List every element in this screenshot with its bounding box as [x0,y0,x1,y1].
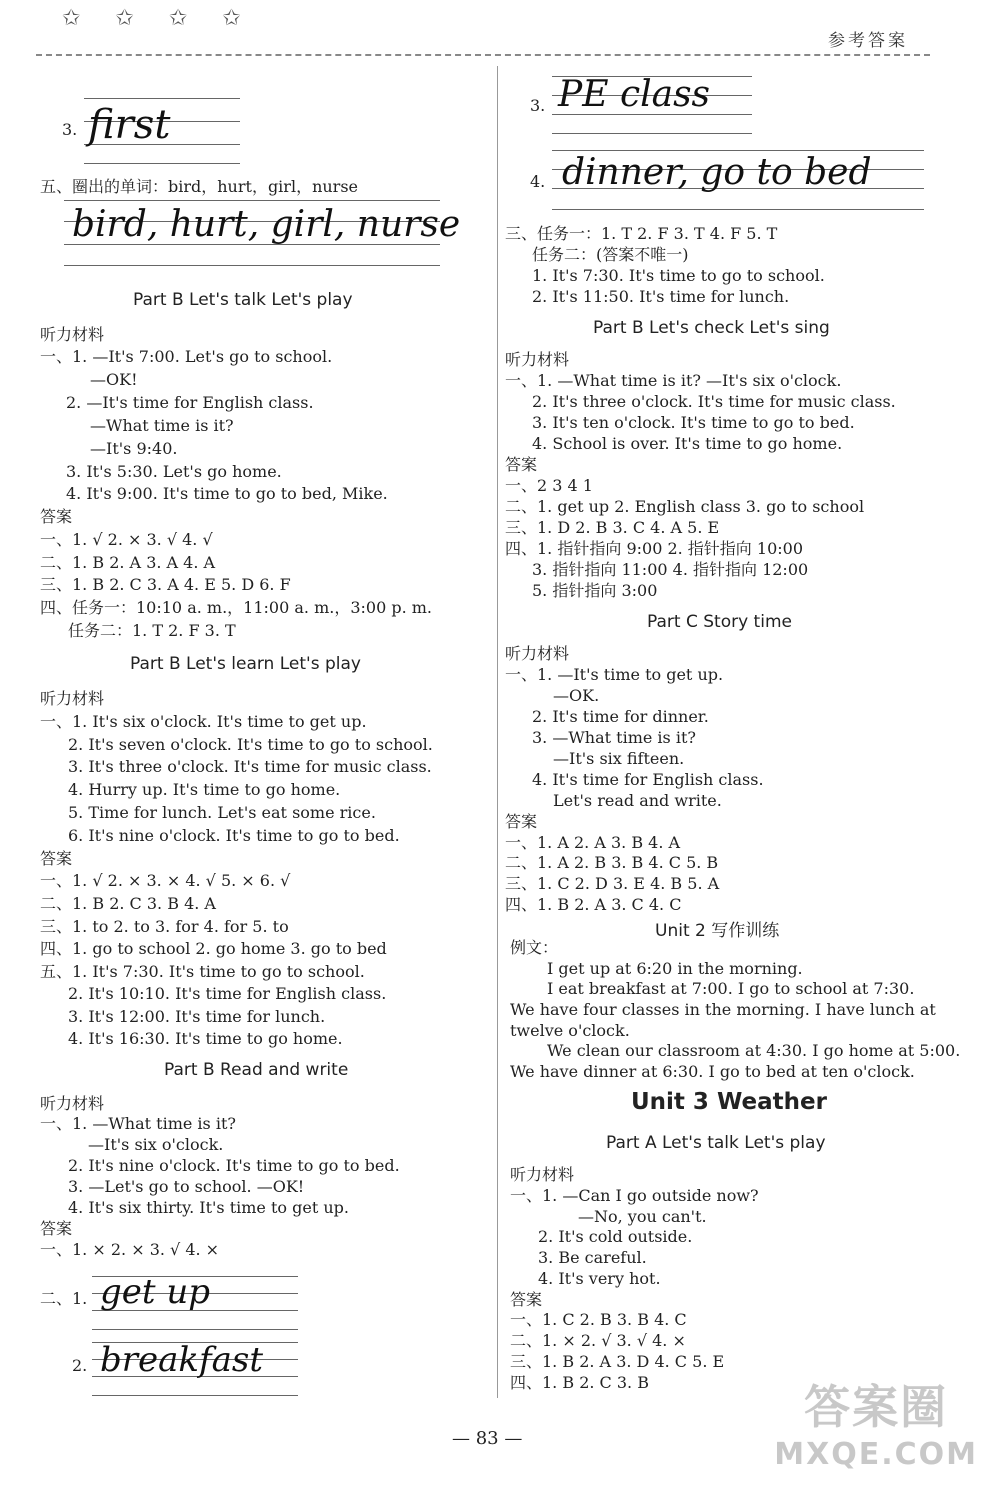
handwriting-get-up [40,1270,300,1330]
text-line: 四、1. B 2. C 3. B [510,1373,649,1392]
text-line: 一、1. —It's time to get up. [505,665,724,684]
header-divider [36,54,930,56]
text-line: 3. —Let's go to school. —OK! [68,1177,305,1196]
text-line: I eat breakfast at 7:00. I go to school at 7:30. [547,979,915,998]
handwriting-circled-words [64,196,461,266]
item-number: 二、1. [40,1289,88,1308]
section-heading: Part A Let's talk Let's play [606,1133,826,1153]
header-title: 参考答案 [828,31,908,51]
text-line: 二、1. × 2. √ 3. √ 4. × [510,1331,686,1350]
text-line: 3. Be careful. [538,1248,647,1267]
unit-title: Unit 3 Weather [631,1089,827,1115]
text-line: 5. Time for lunch. Let's eat some rice. [68,803,376,822]
text-line: 2. —It's time for English class. [66,393,314,412]
text-line: 2. It's cold outside. [538,1227,693,1246]
text-line: We have four classes in the morning. I have lunch at [510,1000,936,1019]
section-heading: Part B Let's talk Let's play [133,290,353,310]
section-heading: Unit 2 写作训练 [655,921,780,941]
text-line: 3. —What time is it? [532,728,696,747]
text-line: 3. It's 5:30. Let's go home. [66,462,282,481]
text-line: 2. It's seven o'clock. It's time to go to school. [68,735,433,754]
text-line: 4. It's 16:30. It's time to go home. [68,1029,343,1048]
text-line: 2. It's nine o'clock. It's time to go to bed. [68,1156,400,1175]
handwriting-breakfast [72,1336,302,1396]
watermark-logo-text: 答案圈 [804,1380,949,1434]
text-line: 4. It's very hot. [538,1269,661,1288]
text-line: 一、1. √ 2. × 3. × 4. √ 5. × 6. √ [40,871,291,890]
text-line: 任务二：1. T 2. F 3. T [68,621,236,640]
handwriting-word: get up [100,1272,211,1312]
text-line: —OK. [553,686,600,705]
page-number: — 83 — [452,1428,523,1449]
text-line: 4. Hurry up. It's time to go home. [68,780,341,799]
handwriting-word: PE class [558,74,711,115]
text-line: 3. 指针指向 11:00 4. 指针指向 12:00 [532,560,809,579]
text-line: Let's read and write. [553,791,722,810]
handwriting-first [62,92,242,164]
text-line: 听力材料 [40,689,105,708]
handwriting-word: first [88,102,171,148]
text-line: 一、1. It's six o'clock. It's time to get up. [40,712,367,731]
header-stars: ✩ ✩ ✩ ✩ [62,6,255,31]
text-line: 四、任务一：10:10 a. m.，11:00 a. m.，3:00 p. m. [40,598,433,617]
handwriting-word: breakfast [100,1340,263,1380]
watermark [774,1371,978,1472]
watermark-url: MXQE.COM [774,1437,978,1472]
text-line: 听力材料 [40,325,105,344]
text-line: 三、1. B 2. C 3. A 4. E 5. D 6. F [40,575,291,594]
text-line: 一、1. —What time is it? —It's six o'clock. [505,371,842,390]
text-line: 二、1. A 2. B 3. B 4. C 5. B [505,853,719,872]
text-line: 一、1. √ 2. × 3. √ 4. √ [40,530,213,549]
text-line: 二、1. B 2. A 3. A 4. A [40,553,216,572]
text-line: 答案 [505,812,538,831]
text-line: 三、任务一：1. T 2. F 3. T 4. F 5. T [505,224,778,243]
section-heading: Part B Let's learn Let's play [130,654,361,674]
text-line: 五、圈出的单词：bird，hurt，girl，nurse [40,177,359,196]
text-line: 3. It's three o'clock. It's time for music class. [68,757,432,776]
section-heading: Part B Read and write [164,1060,349,1080]
text-line: 一、1. × 2. × 3. √ 4. × [40,1240,220,1259]
text-line: 一、1. —What time is it? [40,1114,236,1133]
section-heading: Part B Let's check Let's sing [593,318,830,338]
text-line: 三、1. C 2. D 3. E 4. B 5. A [505,874,720,893]
text-line: 听力材料 [505,350,570,369]
handwriting-word: bird, hurt, girl, nurse [72,204,461,245]
text-line: 答案 [40,1219,73,1238]
text-line: 2. It's 10:10. It's time for English class. [68,984,387,1003]
text-line: We have dinner at 6:30. I go to bed at ten o'clock. [510,1062,915,1081]
text-line: —OK! [90,370,138,389]
handwriting-dinner-bed [530,144,930,218]
text-line: 一、1. C 2. B 3. B 4. C [510,1310,687,1329]
text-line: —What time is it? [90,416,234,435]
item-number: 4. [530,172,546,191]
text-line: 四、1. 指针指向 9:00 2. 指针指向 10:00 [505,539,804,558]
text-line: 答案 [40,507,73,526]
text-line: 任务二：(答案不唯一) [532,245,689,264]
text-line: —It's six fifteen. [553,749,685,768]
section-heading: Part C Story time [647,612,792,632]
text-line: We clean our classroom at 4:30. I go home at 5:00. [547,1041,961,1060]
text-line: 四、1. go to school 2. go home 3. go to bed [40,939,387,958]
text-line: —No, you can't. [578,1207,707,1226]
text-line: —It's 9:40. [90,439,178,458]
text-line: 一、2 3 4 1 [505,476,593,495]
text-line: 四、1. B 2. A 3. C 4. C [505,895,682,914]
text-line: twelve o'clock. [510,1021,630,1040]
handwriting-word: dinner, go to bed [562,152,872,193]
item-number: 2. [72,1356,88,1375]
text-line: 答案 [40,849,73,868]
text-line: 听力材料 [510,1165,575,1184]
text-line: 答案 [510,1290,543,1309]
text-line: 2. It's time for dinner. [532,707,709,726]
text-line: 三、1. B 2. A 3. D 4. C 5. E [510,1352,725,1371]
text-line: 一、1. —Can I go outside now? [510,1186,759,1205]
text-line: 4. It's six thirty. It's time to get up. [68,1198,349,1217]
text-line: 1. It's 7:30. It's time to go to school. [532,266,825,285]
handwriting-pe-class [530,68,760,138]
text-line: 4. It's time for English class. [532,770,764,789]
item-number: 3. [530,96,546,115]
text-line: 3. It's 12:00. It's time for lunch. [68,1007,326,1026]
text-line: 答案 [505,455,538,474]
text-line: 听力材料 [505,644,570,663]
text-line: 5. 指针指向 3:00 [532,581,658,600]
text-line: 2. It's three o'clock. It's time for music class. [532,392,896,411]
text-line: —It's six o'clock. [88,1135,224,1154]
text-line: 听力材料 [40,1094,105,1113]
item-number: 3. [62,120,78,139]
text-line: 三、1. to 2. to 3. for 4. for 5. to [40,917,289,936]
text-line: 3. It's ten o'clock. It's time to go to bed. [532,413,855,432]
text-line: 一、1. A 2. A 3. B 4. A [505,833,681,852]
text-line: 4. It's 9:00. It's time to go to bed, Mike. [66,484,388,503]
text-line: I get up at 6:20 in the morning. [547,959,803,978]
text-line: 例文： [510,938,559,957]
column-divider [497,66,498,1398]
text-line: 4. School is over. It's time to go home. [532,434,843,453]
text-line: 6. It's nine o'clock. It's time to go to bed. [68,826,400,845]
text-line: 二、1. B 2. C 3. B 4. A [40,894,216,913]
text-line: 2. It's 11:50. It's time for lunch. [532,287,790,306]
text-line: 一、1. —It's 7:00. Let's go to school. [40,347,333,366]
text-line: 五、1. It's 7:30. It's time to go to school. [40,962,365,981]
text-line: 三、1. D 2. B 3. C 4. A 5. E [505,518,720,537]
text-line: 二、1. get up 2. English class 3. go to school [505,497,865,516]
